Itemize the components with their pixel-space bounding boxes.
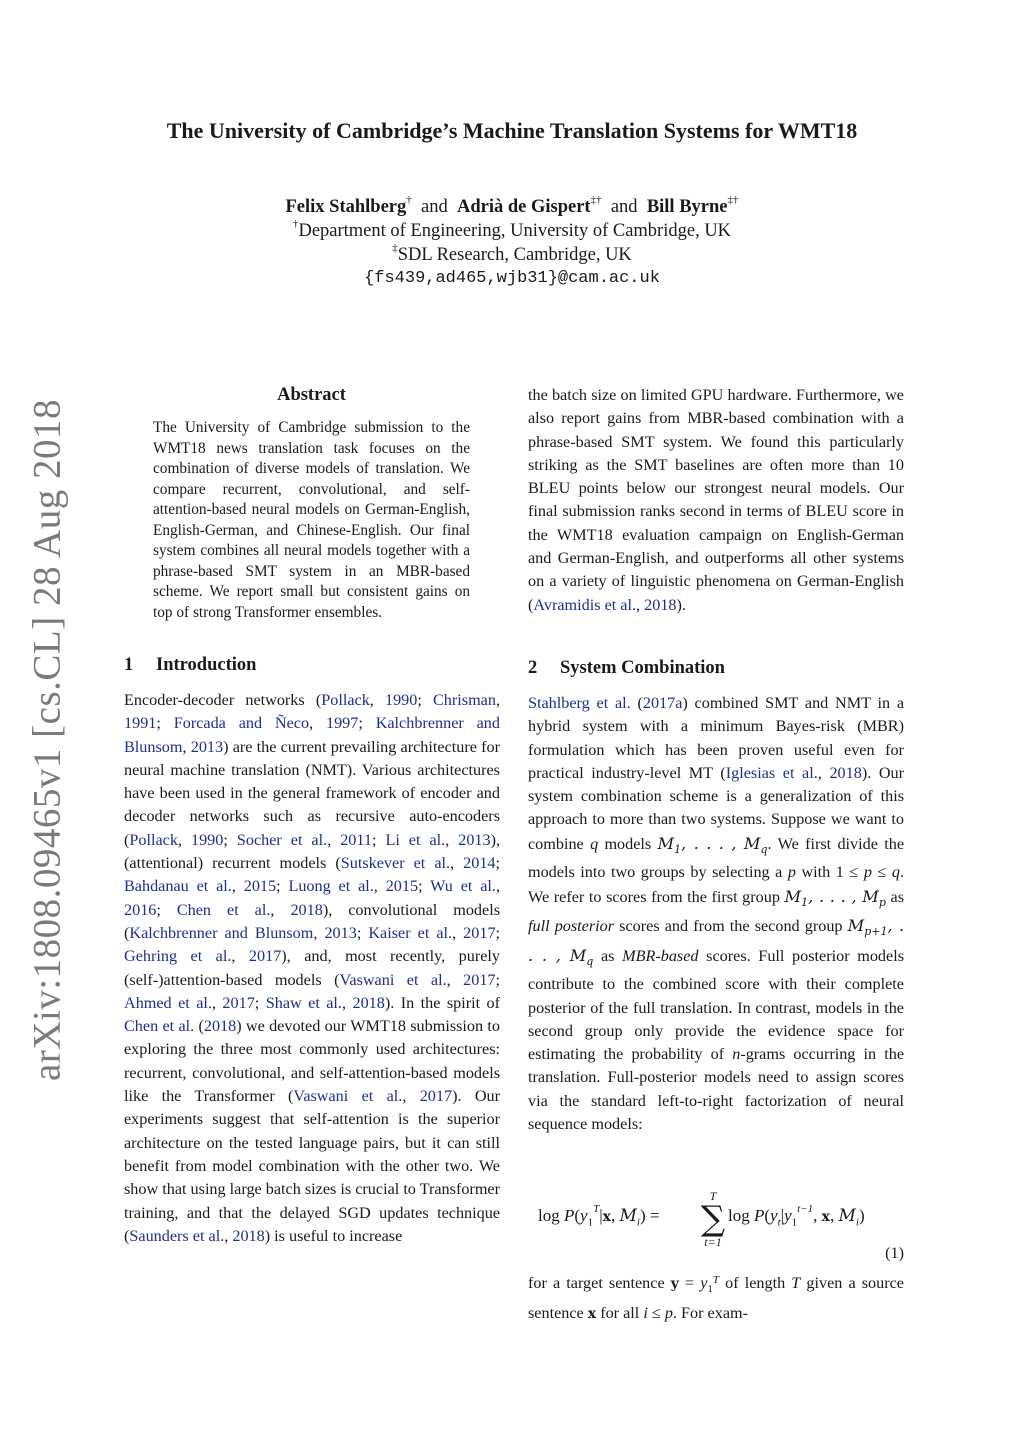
citation-link[interactable]: 1990 xyxy=(190,830,224,849)
text-run: , xyxy=(369,691,385,709)
math-variable: q xyxy=(590,834,599,853)
text-run: , xyxy=(452,923,464,942)
citation-link[interactable]: Chen et al. xyxy=(176,900,271,919)
text-run: ), convolutional models ( xyxy=(124,900,500,942)
text-run: ; xyxy=(156,714,174,733)
affiliation-mark: ‡† xyxy=(590,194,602,206)
text-run: for all xyxy=(596,1303,644,1322)
text-run: , xyxy=(446,970,464,989)
text-run: , xyxy=(450,854,464,873)
equation-rhs: $\log P(y_t|y_1^{t-1}$, x, $M_i$) xyxy=(728,1203,865,1229)
affiliation-mark: † xyxy=(406,194,412,206)
citation-link[interactable]: 2018 xyxy=(290,900,323,919)
text-run: ). Our system combination scheme is a generalization of this approach to more than two systems. Suppose we want to combine xyxy=(528,763,905,853)
text-run: ; xyxy=(418,877,431,896)
math-variable: p xyxy=(664,1303,673,1322)
text-run: ) combined SMT and NMT in a hybrid system with a minimum Bayes-risk (MBR) formulation which has been proven useful even for practical industry-level MT ( xyxy=(528,694,905,782)
text-run: , xyxy=(495,691,500,709)
citation-link[interactable]: 2018 xyxy=(352,993,385,1012)
author-emails: {fs439,ad465,wjb31}@cam.ac.uk xyxy=(364,269,660,288)
citation-link[interactable]: 2017 xyxy=(248,947,282,966)
text-run: ; xyxy=(495,923,501,942)
text-run: ; xyxy=(358,714,376,733)
citation-link[interactable]: Kalchbrenner and Blunsom xyxy=(129,923,314,942)
summation-symbol: T ∑ t=1 xyxy=(693,1190,733,1248)
text-run: ; xyxy=(495,854,501,873)
emphasis-text: MBR-based xyxy=(622,946,699,965)
citation-link[interactable]: 1997 xyxy=(325,714,359,733)
math-model-set: $M_{p+1}$, . . . , $M_q$ xyxy=(528,916,904,968)
text-run: ) is useful to increase xyxy=(264,1226,403,1245)
citation-link[interactable]: Avramidis et al. xyxy=(533,595,637,614)
citation-link[interactable]: Forcada and Ñeco xyxy=(173,714,310,733)
text-run: , xyxy=(402,1087,420,1106)
citation-link[interactable]: Kaiser et al. xyxy=(368,923,453,942)
citation-link[interactable]: 1991 xyxy=(124,714,157,733)
text-run: ; xyxy=(371,830,386,849)
math-variable: p xyxy=(787,863,796,882)
text-run: , xyxy=(224,1226,233,1245)
citation-link[interactable]: 2014 xyxy=(463,854,496,873)
text-run: ; xyxy=(223,830,237,849)
citation-link[interactable]: 2017 xyxy=(463,970,496,989)
citation-link[interactable]: 2015 xyxy=(243,877,277,896)
math-variable: q xyxy=(891,863,900,882)
text-run: , xyxy=(177,830,191,849)
text-run: given a source sentence xyxy=(528,1274,904,1322)
text-run: , xyxy=(636,595,645,614)
text-run: ( xyxy=(194,1017,204,1036)
math-variable: x xyxy=(587,1305,597,1322)
text-run: ≤ xyxy=(647,1303,665,1322)
citation-link[interactable]: Gehring et al. xyxy=(124,947,232,966)
text-run: ≤ xyxy=(871,863,892,882)
text-run: ) we devoted our WMT18 submission to exploring the three most commonly used architectures: recurrent, convolutional, and self-attention-based models like the Transformer ( xyxy=(124,1017,500,1106)
affiliation-text: SDL Research, Cambridge, UK xyxy=(397,245,632,265)
text-run: as xyxy=(593,946,623,965)
text-run: the batch size on limited GPU hardware. Furthermore, we also report gains from MBR-based combination with a phrase-based SMT system. We found this particularly striking as the SMT baselines are often more than 10 BLEU points below our strongest neural models. Our final submission ranks second in terms of BLEU score in the WMT18 evaluation campaign on English-German and German-English, and outperforms all other systems on a variety of linguistic phenomena on German-English ( xyxy=(528,386,904,614)
equation-1 xyxy=(528,1189,904,1262)
text-run: , xyxy=(817,763,830,782)
citation-link[interactable]: Shaw et al. xyxy=(265,993,342,1012)
text-run: models xyxy=(598,834,658,853)
introduction-paragraph xyxy=(124,689,500,1248)
text-run: . For exam- xyxy=(672,1303,748,1322)
citation-link[interactable]: 2017a xyxy=(642,694,683,712)
citation-link[interactable]: Wu et al. xyxy=(430,877,496,896)
affiliation-mark: ‡† xyxy=(727,194,739,206)
citation-link[interactable]: Ahmed et al. xyxy=(124,993,212,1012)
text-run: , xyxy=(231,877,244,896)
text-run: Encoder-decoder networks ( xyxy=(124,691,322,709)
math-variable: p xyxy=(863,863,872,882)
citation-link[interactable]: 2018 xyxy=(232,1226,265,1245)
text-run: , xyxy=(495,877,500,896)
citation-link[interactable]: Li et al. xyxy=(385,830,446,849)
text-run: ; xyxy=(156,900,177,919)
citation-link[interactable]: 1990 xyxy=(384,691,418,709)
citation-link[interactable]: 2018 xyxy=(644,595,677,614)
citation-link[interactable]: Saunders et al. xyxy=(129,1226,225,1245)
text-run: , xyxy=(341,993,353,1012)
post-equation-paragraph: for a target sentence $y = y_1^T$ of length T given a source sentence x for all i ≤ p. For exam- xyxy=(528,1274,904,1322)
text-run: . We refer to scores from the first group xyxy=(528,863,904,906)
author-list xyxy=(0,194,1024,218)
text-run: , xyxy=(445,830,459,849)
citation-link[interactable]: Pollack xyxy=(321,691,370,709)
citation-link[interactable]: Luong et al. xyxy=(288,877,374,896)
text-run: ). Our experiments suggest that self-attention is the superior architecture on the tested language pairs, but it can still benefit from model combination with the other two. We show that using large batch sizes is crucial to Transformer training, and that the delayed SGD updates technique ( xyxy=(124,1087,500,1245)
author-separator: and xyxy=(610,197,638,217)
math-model-set: $M_1$, . . . , $M_p$ xyxy=(784,886,886,909)
math-variable: i xyxy=(643,1303,648,1322)
text-run: ) are the current prevailing architecture for neural machine translation (NMT). Various architectures have been used in the general framework of encoder and decoder networks such as recursive auto-encoders ( xyxy=(124,737,501,849)
text-run: , xyxy=(313,923,325,942)
section-heading-system-combination xyxy=(528,658,725,679)
equation-lhs: $\log P(y_1^T|x$, $M_i$) = xyxy=(538,1203,660,1229)
text-run: , xyxy=(270,900,291,919)
sum-lower-limit: t=1 xyxy=(704,1235,722,1249)
text-run: ( xyxy=(630,694,643,712)
citation-link[interactable]: 2018 xyxy=(203,1017,237,1036)
text-run: ; xyxy=(495,970,501,989)
citation-link[interactable]: Chen et al. xyxy=(124,1017,195,1036)
text-run: ; xyxy=(254,993,266,1012)
citation-link[interactable]: Stahlberg et al. xyxy=(528,694,631,712)
abstract-heading: Abstract xyxy=(277,385,346,405)
text-run: ). xyxy=(676,595,686,614)
section-title: Introduction xyxy=(156,655,257,675)
paper-title: The University of Cambridge’s Machine Translation Systems for WMT18 xyxy=(166,118,858,143)
citation-link[interactable]: Sutskever et al. xyxy=(340,854,451,873)
citation-link[interactable]: 2013 xyxy=(458,830,491,849)
citation-link[interactable]: Iglesias et al. xyxy=(725,763,818,782)
citation-link[interactable]: 2017 xyxy=(222,993,255,1012)
text-run: scores. Full posterior models contribute to the combined score with their complete posterior of the full translation. In contrast, models in the second group only provide the evidence space for estimating the probability of xyxy=(528,946,904,1064)
affiliation-line xyxy=(0,218,1024,242)
affiliation-line xyxy=(0,242,1024,266)
section-title: System Combination xyxy=(560,658,725,678)
author-name: Adrià de Gispert xyxy=(456,197,591,217)
text-run: ; xyxy=(417,691,433,709)
citation-link[interactable]: 2015 xyxy=(385,877,419,896)
text-run: for a target sentence xyxy=(528,1274,671,1292)
author-separator: and xyxy=(421,197,448,217)
section-number: 1 xyxy=(124,655,134,675)
citation-link[interactable]: 2017 xyxy=(463,923,496,942)
citation-link[interactable]: 2013 xyxy=(324,923,357,942)
author-name: Bill Byrne xyxy=(646,197,728,217)
text-run: of length xyxy=(719,1274,792,1292)
text-run: ), and, most recently, purely (self-)attention-based models ( xyxy=(124,947,500,989)
citation-link[interactable]: Vaswani et al. xyxy=(293,1087,403,1106)
math-variable: n xyxy=(732,1045,741,1064)
sum-upper-limit: T xyxy=(709,1189,717,1203)
text-run: ), (attentional) recurrent models ( xyxy=(124,830,501,873)
citation-link[interactable]: 2018 xyxy=(829,763,862,782)
citation-link[interactable]: Kalchbrenner and Blunsom xyxy=(124,714,500,756)
text-run: , xyxy=(327,830,341,849)
citation-link[interactable]: Pollack xyxy=(129,830,178,849)
affiliation-mark: † xyxy=(292,218,299,230)
math-model-set: $M_1$, . . . , $M_q$ xyxy=(657,833,768,857)
emphasis-text: full posterior xyxy=(528,917,615,936)
system-combination-paragraph xyxy=(528,692,904,1136)
text-run: with 1 ≤ xyxy=(795,863,864,882)
citation-link[interactable]: 2011 xyxy=(340,830,372,849)
text-run: -grams occurring in the translation. Full-posterior models need to assign scores via the standard left-to-right factorization of neural sequence models: xyxy=(528,1045,905,1133)
text-run: ; xyxy=(356,923,369,942)
text-run: , xyxy=(373,877,386,896)
citation-link[interactable]: Socher et al. xyxy=(236,830,328,849)
citation-link[interactable]: Bahdanau et al. xyxy=(124,877,232,896)
text-run: , xyxy=(309,714,326,733)
citation-link[interactable]: Vaswani et al. xyxy=(339,970,447,989)
text-run: as xyxy=(885,887,904,906)
author-name: Felix Stahlberg xyxy=(285,197,407,217)
section-number: 2 xyxy=(528,658,538,678)
math-variable: y xyxy=(670,1276,679,1292)
affiliation-text: Department of Engineering, University of Cambridge, UK xyxy=(298,221,732,241)
text-run: scores and from the second group xyxy=(614,917,848,936)
text-run: ; xyxy=(276,877,289,896)
citation-link[interactable]: 2013 xyxy=(190,737,224,756)
section-heading-introduction xyxy=(124,655,256,676)
affiliation-mark: ‡ xyxy=(392,242,398,254)
text-run: , xyxy=(211,993,223,1012)
citation-link[interactable]: 2016 xyxy=(124,900,157,919)
text-run: . We first divide the models into two groups by selecting a xyxy=(528,834,905,882)
arxiv-identifier-stamp: arXiv:1808.09465v1 [cs.CL] 28 Aug 2018 xyxy=(25,399,69,1081)
citation-link[interactable]: 2017 xyxy=(419,1087,453,1106)
math-variable: T xyxy=(791,1274,801,1292)
abstract-text: The University of Cambridge submission to the WMT18 news translation task focuses on the combination of diverse models of translation. We compare recurrent, convolutional, and self-attention-based neural models on German-English, English-German, and Chinese-English. Our final system combines all neural models together with a phrase-based SMT system in an MBR-based scheme. We report small but consistent gains on top of strong Transformer ensembles. xyxy=(153,419,470,621)
citation-link[interactable]: Chrisman xyxy=(433,691,496,709)
equation-number: (1) xyxy=(885,1244,904,1262)
text-run: ). In the spirit of xyxy=(384,993,501,1012)
introduction-continuation-paragraph xyxy=(528,384,904,617)
text-run: , xyxy=(231,947,249,966)
text-run: , xyxy=(182,737,191,756)
